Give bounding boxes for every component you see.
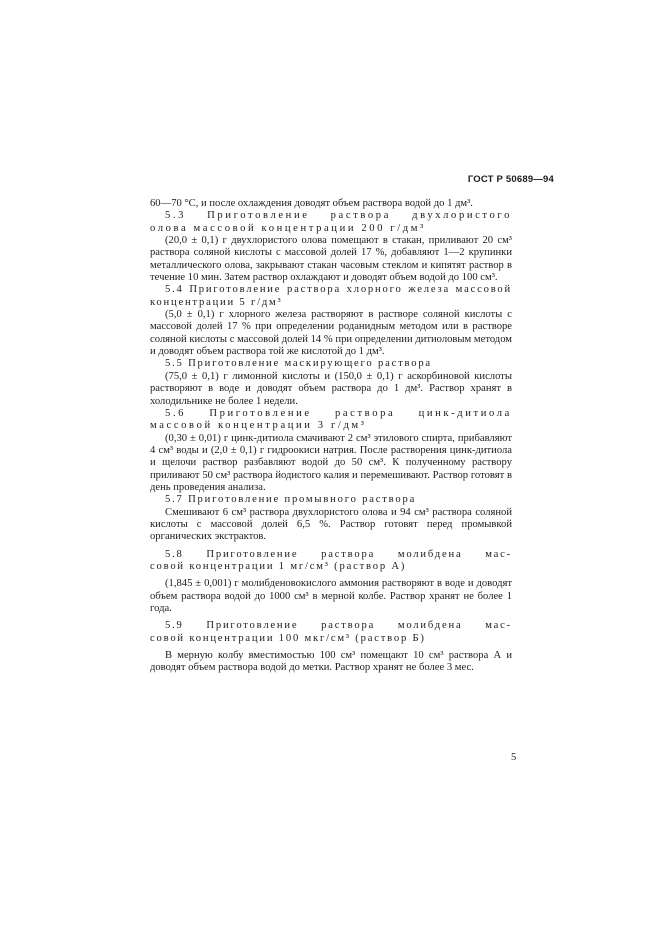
- page-number: 5: [511, 752, 517, 763]
- section-5-7-body: Смешивают 6 см³ раствора двухлористого олова и 94 см³ раствора соляной кислоты с массовой долей 6,5 %. Раствор готовят перед промывкой органических экстрактов.: [150, 506, 512, 543]
- section-5-8-title-line1: 5.8 Приготовление раствора молибдена мас-: [165, 548, 512, 560]
- section-5-7-title: 5.7 Приготовление промывного раствора: [165, 494, 417, 506]
- section-5-6-title-line2: массовой концентрации 3 г/дм³: [150, 420, 367, 432]
- section-5-5-title: 5.5 Приготовление маскирующего раствора: [165, 358, 432, 370]
- section-5-9-title-line1: 5.9 Приготовление раствора молибдена мас-: [165, 620, 512, 632]
- section-5-8-body: (1,845 ± 0,001) г молибденовокислого аммония растворяют в воде и доводят объем раствора водой до 1000 см³ в мерной колбе. Раствор хранят не более 1 года.: [150, 578, 512, 614]
- section-5-3-body: (20,0 ± 0,1) г двухлористого олова помещают в стакан, приливают 20 см³ раствора соляной кислоты с массовой долей 17 %, добавляют 1—2 крупинки металлического олова, закрывают стакан часовым стеклом и кипятят раствор в течение 10 мин. Затем раствор охлаждают и доводят объем водой до 100 см³.: [150, 235, 512, 284]
- paragraph-continuation: 60—70 °С, и после охлаждения доводят объем раствора водой до 1 дм³.: [150, 198, 473, 209]
- section-5-9-body: В мерную колбу вместимостью 100 см³ помещают 10 см³ раствора А и доводят объем раствора водой до метки. Раствор хранят не более 3 мес.: [150, 650, 512, 674]
- section-5-3-title-line2: олова массовой концентрации 200 г/дм³: [150, 222, 426, 234]
- document-code-header: ГОСТ Р 50689—94: [467, 174, 554, 185]
- document-body: [150, 198, 512, 675]
- section-5-6-title-line1: 5.6 Приготовление раствора цинк-дитиола: [165, 407, 512, 419]
- section-5-4-title: 5.4 Приготовление раствора хлорного железа массовой концентрации 5 г/дм³: [150, 284, 512, 308]
- section-5-3-title-line1: 5.3 Приготовление раствора двухлористого: [165, 210, 512, 222]
- section-5-6-body: (0,30 ± 0,01) г цинк-дитиола смачивают 2 см³ этилового спирта, прибавляют 4 см³ воды и (2,0 ± 0,1) г гидроокиси натрия. После растворения цинк-дитиола и щелочи раствор разбавляют водой до 50 см³. К полученному раствору приливают 50 см³ раствора йодистого калия и перемешивают. Раствор готовят в день проведения анализа.: [150, 432, 512, 493]
- section-5-5-body: (75,0 ± 0,1) г лимонной кислоты и (150,0 ± 0,1) г аскорбиновой кислоты растворяют в воде и доводят объем раствора до 1 дм³. Раствор хранят в холодильнике не более 1 недели.: [150, 370, 512, 407]
- section-5-9-title-line2: совой концентрации 100 мкг/см³ (раствор Б): [150, 632, 426, 644]
- section-5-4-body: (5,0 ± 0,1) г хлорного железа растворяют в растворе соляной кислоты с массовой долей 17 % при определении роданидным методом или в растворе соляной кислоты с массовой долей 14 % при определении дитиоловым методом и доводят объем раствора той же кислотой до 1 дм³.: [150, 309, 512, 358]
- section-5-8-title-line2: совой концентрации 1 мг/см³ (раствор А): [150, 560, 407, 572]
